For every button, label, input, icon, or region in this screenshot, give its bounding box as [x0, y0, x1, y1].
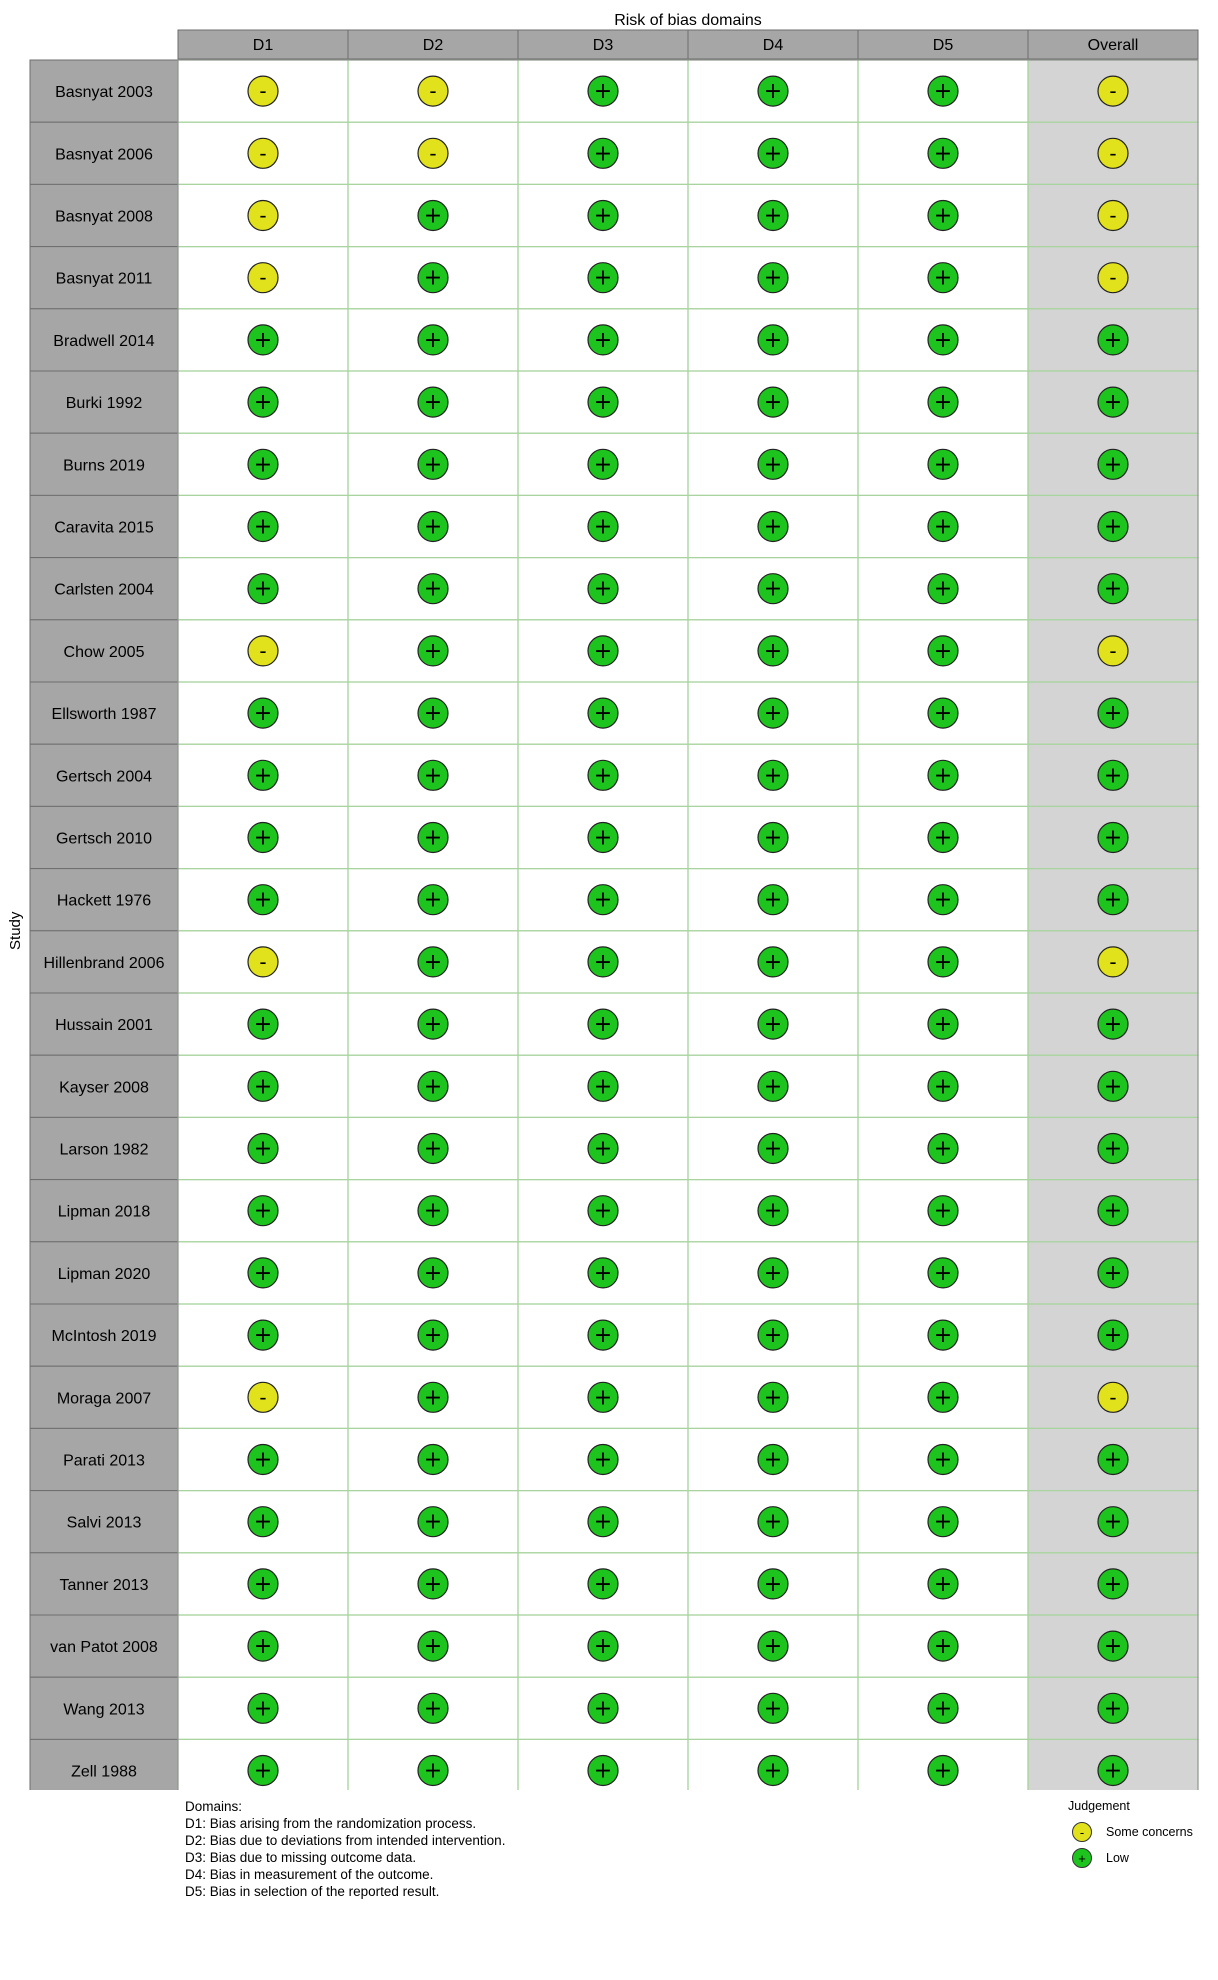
judgement-symbol: +: [1103, 1074, 1123, 1100]
judgement-symbol: -: [259, 638, 267, 663]
domain-line: D2: Bias due to deviations from intended intervention.: [185, 1833, 506, 1848]
judgement-symbol: +: [763, 1198, 783, 1224]
judgement-symbol: +: [253, 701, 273, 727]
study-label: Basnyat 2003: [55, 84, 153, 102]
judgement-symbol: +: [593, 265, 613, 291]
column-header: D3: [592, 37, 614, 54]
study-label: Moraga 2007: [56, 1390, 152, 1408]
domain-line: D1: Bias arising from the randomization process.: [185, 1816, 477, 1831]
judgement-symbol: +: [593, 514, 613, 540]
study-label: Gertsch 2010: [55, 830, 153, 848]
judgement-symbol: +: [253, 390, 273, 416]
judgement-symbol: +: [763, 1385, 783, 1411]
judgement-symbol: +: [1103, 1012, 1123, 1038]
judgement-symbol: +: [423, 265, 443, 291]
domain-line: D4: Bias in measurement of the outcome.: [185, 1867, 434, 1882]
judgement-symbol: +: [933, 825, 953, 851]
judgement-symbol: +: [763, 1260, 783, 1286]
domains-heading: Domains:: [185, 1799, 243, 1814]
judgement-symbol: -: [1109, 1385, 1117, 1410]
judgement-symbol: +: [933, 1696, 953, 1722]
study-label: McIntosh 2019: [51, 1328, 157, 1346]
column-header: D1: [252, 37, 274, 54]
judgement-symbol: +: [253, 327, 273, 353]
judgement-symbol: +: [423, 1198, 443, 1224]
judgement-symbol: +: [1103, 1696, 1123, 1722]
judgement-symbol: +: [933, 1758, 953, 1784]
study-label: Hussain 2001: [55, 1017, 153, 1035]
judgement-symbol: +: [763, 203, 783, 229]
judgement-symbol: +: [423, 514, 443, 540]
judgement-symbol: +: [763, 327, 783, 353]
judgement-symbol: +: [933, 1323, 953, 1349]
judgement-symbol: +: [253, 576, 273, 602]
judgement-symbol: +: [1103, 1136, 1123, 1162]
judgement-symbol: +: [423, 1696, 443, 1722]
judgement-symbol: +: [253, 1198, 273, 1224]
study-label: Basnyat 2011: [55, 270, 153, 288]
study-label: Wang 2013: [63, 1701, 145, 1719]
judgement-symbol: +: [423, 763, 443, 789]
judgement-symbol: +: [763, 949, 783, 975]
judgement-symbol: +: [763, 265, 783, 291]
judgement-symbol: +: [593, 887, 613, 913]
judgement-symbol: +: [1103, 1758, 1123, 1784]
judgement-symbol: +: [933, 1012, 953, 1038]
judgement-symbol: +: [763, 576, 783, 602]
judgement-symbol: -: [259, 949, 267, 974]
study-label: Ellsworth 1987: [51, 706, 157, 724]
judgement-symbol: +: [423, 327, 443, 353]
judgement-symbol: +: [763, 1074, 783, 1100]
study-label: Carlsten 2004: [54, 581, 154, 599]
judgement-symbol: +: [933, 452, 953, 478]
judgement-symbol: -: [1109, 79, 1117, 104]
judgement-symbol: +: [423, 1323, 443, 1349]
judgement-symbol: +: [763, 1323, 783, 1349]
judgement-symbol: +: [593, 1323, 613, 1349]
legend-label: Low: [1106, 1851, 1129, 1865]
judgement-symbol: +: [423, 887, 443, 913]
judgement-symbol: +: [593, 1696, 613, 1722]
judgement-symbol: +: [253, 825, 273, 851]
judgement-symbol: +: [763, 1447, 783, 1473]
judgement-symbol: +: [933, 1571, 953, 1597]
judgement-symbol: +: [933, 949, 953, 975]
judgement-symbol: +: [253, 1323, 273, 1349]
judgement-symbol: +: [933, 1509, 953, 1535]
judgement-symbol: +: [933, 1447, 953, 1473]
study-label: Burki 1992: [65, 395, 143, 413]
judgement-symbol: -: [259, 79, 267, 104]
judgement-symbol: +: [253, 1260, 273, 1286]
judgement-symbol: -: [259, 1385, 267, 1410]
judgement-symbol: -: [1109, 203, 1117, 228]
judgement-symbol: +: [1103, 1447, 1123, 1473]
judgement-symbol: +: [593, 327, 613, 353]
judgement-symbol: +: [763, 141, 783, 167]
judgement-symbol: +: [253, 1571, 273, 1597]
judgement-symbol: +: [253, 1447, 273, 1473]
study-label: Lipman 2018: [57, 1203, 151, 1221]
judgement-symbol: +: [593, 141, 613, 167]
judgement-symbol: +: [1103, 763, 1123, 789]
judgement-symbol: +: [933, 1074, 953, 1100]
domain-line: D5: Bias in selection of the reported result.: [185, 1884, 440, 1899]
judgement-symbol: +: [253, 1012, 273, 1038]
some-concerns-icon: -: [1072, 1822, 1092, 1842]
judgement-symbol: +: [253, 452, 273, 478]
judgement-symbol: +: [1103, 327, 1123, 353]
judgement-symbol: +: [593, 1136, 613, 1162]
study-label: Tanner 2013: [59, 1576, 149, 1594]
judgement-symbol: +: [423, 203, 443, 229]
judgement-symbol: +: [763, 701, 783, 727]
judgement-symbol: +: [763, 1509, 783, 1535]
study-label: Basnyat 2006: [55, 146, 153, 164]
judgement-symbol: +: [423, 1260, 443, 1286]
column-header: Overall: [1087, 37, 1139, 54]
judgement-symbol: +: [593, 203, 613, 229]
judgement-symbol: -: [429, 141, 437, 166]
judgement-symbol: +: [423, 1634, 443, 1660]
study-label: Caravita 2015: [54, 519, 154, 537]
judgement-symbol: +: [933, 265, 953, 291]
column-header: D2: [422, 37, 444, 54]
judgement-symbol: +: [1103, 1260, 1123, 1286]
judgement-symbol: +: [593, 1634, 613, 1660]
judgement-symbol: +: [763, 1571, 783, 1597]
domains-note: [185, 1798, 505, 1900]
judgement-symbol: +: [763, 887, 783, 913]
study-label: Burns 2019: [63, 457, 145, 475]
judgement-symbol: +: [593, 1260, 613, 1286]
judgement-symbol: +: [253, 1696, 273, 1722]
judgement-symbol: +: [253, 1136, 273, 1162]
judgement-symbol: +: [593, 452, 613, 478]
judgement-symbol: +: [763, 79, 783, 105]
judgement-symbol: +: [933, 638, 953, 664]
judgement-symbol: +: [763, 390, 783, 416]
judgement-symbol: +: [423, 576, 443, 602]
judgement-symbol: +: [1103, 887, 1123, 913]
judgement-symbol: +: [763, 638, 783, 664]
judgement-symbol: +: [763, 452, 783, 478]
legend-item-some-concerns: [1040, 1819, 1193, 1845]
judgement-symbol: +: [253, 763, 273, 789]
judgement-symbol: +: [423, 452, 443, 478]
judgement-symbol: +: [933, 390, 953, 416]
judgement-symbol: +: [253, 1509, 273, 1535]
chart-title: Risk of bias domains: [614, 12, 762, 29]
judgement-symbol: +: [253, 514, 273, 540]
judgement-symbol: +: [423, 701, 443, 727]
judgement-symbol: -: [1109, 265, 1117, 290]
study-label: Larson 1982: [59, 1141, 149, 1159]
judgement-symbol: +: [593, 390, 613, 416]
judgement-symbol: +: [593, 1571, 613, 1597]
study-label: Chow 2005: [63, 643, 145, 661]
column-header: D5: [932, 37, 954, 54]
judgement-symbol: +: [933, 763, 953, 789]
judgement-symbol: -: [1109, 141, 1117, 166]
judgement-symbol: +: [763, 763, 783, 789]
judgement-symbol: +: [253, 1634, 273, 1660]
judgement-symbol: +: [763, 1696, 783, 1722]
judgement-symbol: +: [423, 1074, 443, 1100]
judgement-symbol: +: [593, 1509, 613, 1535]
judgement-symbol: +: [933, 1260, 953, 1286]
study-label: Parati 2013: [63, 1452, 145, 1470]
judgement-symbol: +: [593, 79, 613, 105]
study-label: Gertsch 2004: [55, 768, 153, 786]
study-label: Hillenbrand 2006: [43, 954, 165, 972]
judgement-symbol: +: [763, 1758, 783, 1784]
y-axis-label: Study: [7, 911, 24, 950]
legend-label: Some concerns: [1106, 1825, 1193, 1839]
judgement-symbol: +: [593, 1447, 613, 1473]
judgement-symbol: +: [1103, 1198, 1123, 1224]
low-risk-icon: +: [1072, 1848, 1092, 1868]
judgement-symbol: +: [423, 1012, 443, 1038]
judgement-symbol: +: [1103, 576, 1123, 602]
judgement-symbol: +: [763, 825, 783, 851]
judgement-symbol: +: [1103, 452, 1123, 478]
judgement-symbol: +: [763, 1012, 783, 1038]
judgement-symbol: +: [933, 1634, 953, 1660]
judgement-symbol: +: [593, 1074, 613, 1100]
study-label: Zell 1988: [71, 1763, 137, 1781]
judgement-symbol: +: [593, 949, 613, 975]
judgement-symbol: -: [259, 265, 267, 290]
study-label: Kayser 2008: [59, 1079, 149, 1097]
study-label: Lipman 2020: [57, 1265, 151, 1283]
study-label: van Patot 2008: [50, 1639, 158, 1657]
study-label: Basnyat 2008: [55, 208, 153, 226]
judgement-symbol: +: [1103, 825, 1123, 851]
judgement-symbol: +: [933, 1136, 953, 1162]
judgement-symbol: +: [763, 1136, 783, 1162]
judgement-symbol: +: [933, 887, 953, 913]
judgement-symbol: +: [593, 1012, 613, 1038]
judgement-symbol: +: [1103, 1323, 1123, 1349]
judgement-symbol: +: [593, 701, 613, 727]
judgement-symbol: -: [1109, 638, 1117, 663]
judgement-symbol: +: [253, 1758, 273, 1784]
judgement-symbol: +: [1103, 1571, 1123, 1597]
judgement-symbol: +: [593, 825, 613, 851]
judgement-legend: [1040, 1799, 1193, 1871]
judgement-symbol: +: [593, 576, 613, 602]
judgement-symbol: +: [933, 141, 953, 167]
judgement-symbol: +: [1103, 1634, 1123, 1660]
judgement-symbol: +: [1103, 1509, 1123, 1535]
judgement-symbol: +: [933, 1198, 953, 1224]
judgement-symbol: +: [253, 887, 273, 913]
judgement-symbol: +: [1103, 701, 1123, 727]
judgement-symbol: +: [423, 390, 443, 416]
domain-line: D3: Bias due to missing outcome data.: [185, 1850, 417, 1865]
judgement-symbol: +: [593, 638, 613, 664]
judgement-symbol: +: [933, 79, 953, 105]
judgement-symbol: +: [933, 701, 953, 727]
judgement-symbol: +: [1103, 390, 1123, 416]
judgement-symbol: -: [259, 141, 267, 166]
judgement-symbol: +: [423, 1509, 443, 1535]
judgement-symbol: -: [1109, 949, 1117, 974]
study-label: Bradwell 2014: [53, 332, 155, 350]
judgement-symbol: +: [423, 1571, 443, 1597]
judgement-symbol: +: [423, 1447, 443, 1473]
judgement-symbol: +: [763, 1634, 783, 1660]
judgement-symbol: +: [593, 1385, 613, 1411]
judgement-symbol: +: [593, 1198, 613, 1224]
judgement-symbol: +: [933, 327, 953, 353]
legend-item-low: [1040, 1845, 1193, 1871]
judgement-symbol: +: [763, 514, 783, 540]
judgement-symbol: +: [423, 1758, 443, 1784]
legend-title: Judgement: [1068, 1799, 1130, 1813]
judgement-symbol: +: [1103, 514, 1123, 540]
column-header: D4: [762, 37, 784, 54]
judgement-symbol: +: [593, 1758, 613, 1784]
judgement-symbol: +: [933, 1385, 953, 1411]
judgement-symbol: -: [259, 203, 267, 228]
judgement-symbol: +: [423, 1385, 443, 1411]
judgement-symbol: +: [933, 203, 953, 229]
judgement-symbol: +: [593, 763, 613, 789]
judgement-symbol: -: [429, 79, 437, 104]
study-label: Hackett 1976: [56, 892, 152, 910]
judgement-symbol: +: [423, 949, 443, 975]
judgement-symbol: +: [253, 1074, 273, 1100]
judgement-symbol: +: [933, 576, 953, 602]
study-label: Salvi 2013: [66, 1514, 142, 1532]
judgement-symbol: +: [423, 825, 443, 851]
judgement-symbol: +: [933, 514, 953, 540]
judgement-symbol: +: [423, 1136, 443, 1162]
judgement-symbol: +: [423, 638, 443, 664]
